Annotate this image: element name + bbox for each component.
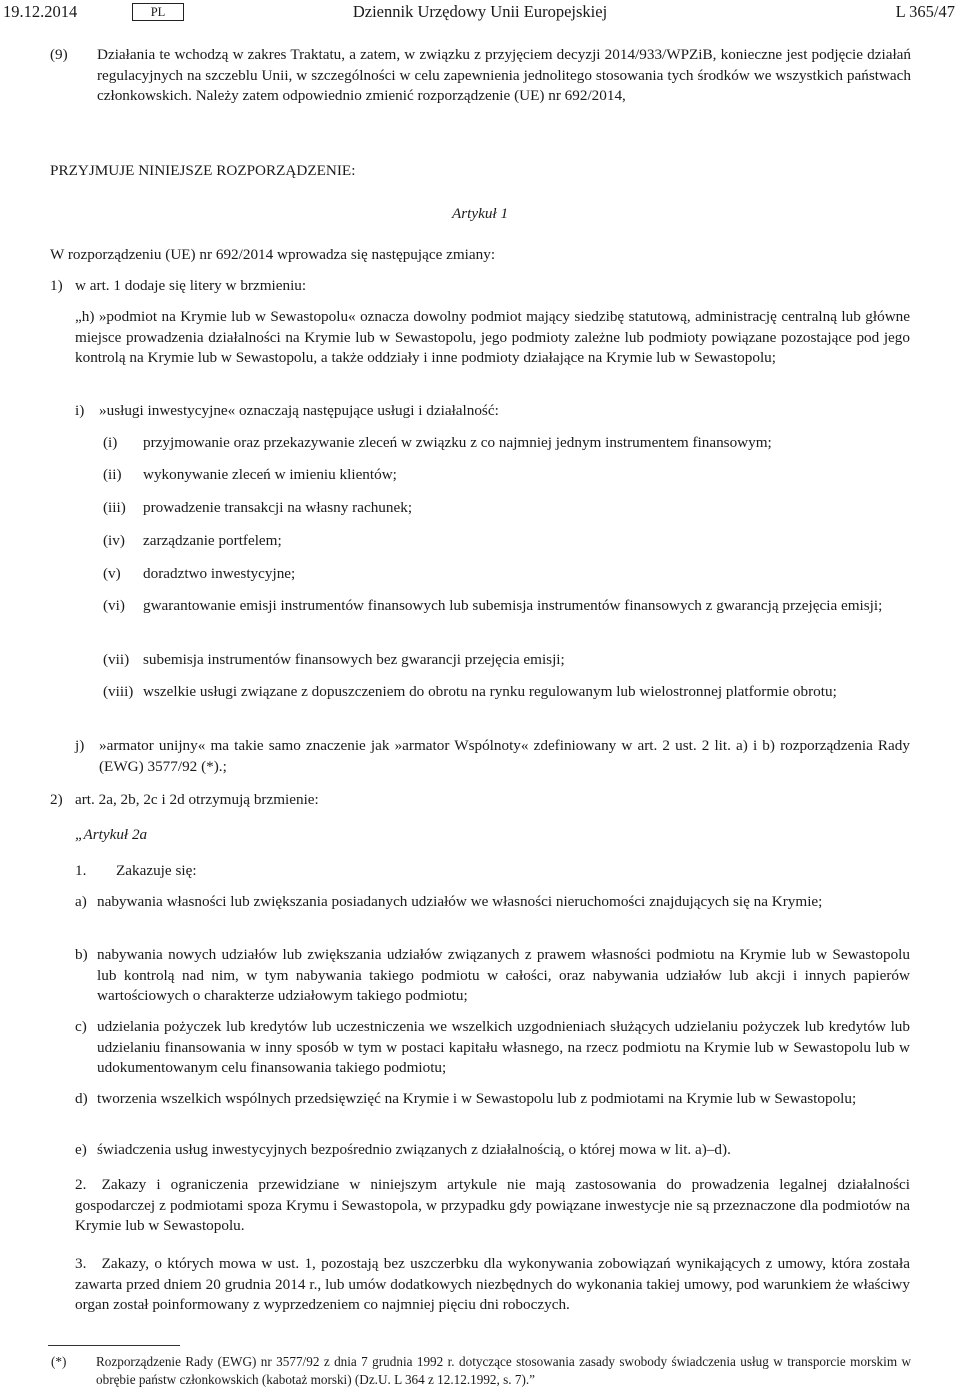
service-item: prowadzenie transakcji na własny rachunek;	[143, 499, 413, 516]
paragraph-1-number: 1.	[75, 862, 87, 879]
paragraph-2: 2. Zakazy i ograniczenia przewidziane w niniejszym artykule nie mają zastosowania do prowadzenia legalnej działalności gospodarczej z podmiotami spoza Krymu i Sewastopola, w przypadku gdy powiązane inwestycje nie są przeznaczone dla podmiotów na Krymie lub w Sewastopolu.	[75, 1176, 910, 1234]
service-number: (i)	[103, 434, 118, 451]
prohibition-item: udzielania pożyczek lub kredytów lub uczestniczenia we wszelkich uzgodnieniach służących udzielaniu pożyczek lub kredytów lub udzielaniu finansowania w inny sposób w tym w postaci kapitału własnego, na rzecz podmiotu na Krymie lub w Sewastopolu lub w udokumentowanym celu finansowania takiego podmiotu;	[97, 1018, 910, 1076]
definition-i-label: i)	[75, 402, 85, 419]
footnote-mark: (*)	[51, 1354, 67, 1369]
definition-j-text: »armator unijny« ma takie samo znaczenie jak »armator Wspólnoty« zdefiniowany w art. 2 ust. 2 lit. a) i b) rozporządzenia Rady (EWG) 3577/92 (*).;	[99, 737, 910, 775]
service-item: subemisja instrumentów finansowych bez gwarancji przejęcia emisji;	[143, 651, 565, 668]
service-number: (iii)	[103, 499, 126, 516]
paragraph-3: 3. Zakazy, o których mowa w ust. 1, pozostają bez uszczerbku dla wykonywania zobowiązań wynikających z umowy, która została zawarta przed dniem 20 grudnia 2014 r., lub umów dodatkowych niezbędnych do wykonania takiej umowy, pod warunkiem że właściwy organ został poinformowany z wyprzedzeniem co najmniej pięciu dni roboczych.	[75, 1255, 910, 1313]
prohibition-letter: c)	[75, 1018, 87, 1035]
article-1-title: Artykuł 1	[451, 205, 509, 222]
journal-title: Dziennik Urzędowy Unii Europejskiej	[352, 2, 608, 21]
definition-j-label: j)	[75, 737, 85, 754]
recital-text: Działania te wchodzą w zakres Traktatu, a zatem, w związku z przyjęciem decyzji 2014/933/WPZiB, konieczne jest podjęcie działań regulacyjnych na szczeblu Unii, w szczególności w celu zapewnienia jednolitego stosowania tych środków we wszystkich państwach członkowskich. Należy zatem odpowiednio zmienić rozporządzenie (UE) nr 692/2014,	[97, 46, 911, 104]
point-1-number: 1)	[50, 277, 63, 294]
page-header	[0, 0, 960, 26]
service-number: (vi)	[103, 597, 125, 614]
service-number: (viii)	[103, 683, 134, 700]
service-item: gwarantowanie emisji instrumentów finansowych lub subemisja instrumentów finansowych z gwarancją przejęcia emisji;	[143, 597, 883, 614]
prohibition-letter: a)	[75, 893, 87, 910]
definition-h-text: „h) »podmiot na Krymie lub w Sewastopolu« oznacza dowolny podmiot mający siedzibę statutową, administrację centralną lub główne miejsce prowadzenia działalności na Krymie lub w Sewastopolu, jego podmioty zależne lub podmioty powiązane pozostające pod jego kontrolą na Krymie lub w Sewastopolu, a także oddziały i inne podmioty działające na Krymie lub w Sewastopolu;	[75, 308, 910, 366]
prohibition-item: tworzenia wszelkich wspólnych przedsięwzięć na Krymie i w Sewastopolu lub z podmiotami na Krymie lub w Sewastopolu;	[97, 1090, 857, 1107]
service-number: (v)	[103, 565, 121, 582]
service-item: doradztwo inwestycyjne;	[143, 565, 296, 582]
definition-i-text: »usługi inwestycyjne« oznaczają następujące usługi i działalność:	[99, 402, 499, 419]
point-2-number: 2)	[50, 791, 63, 808]
paragraph-1-text: Zakazuje się:	[116, 862, 197, 879]
definition-h	[75, 307, 910, 369]
point-2-text: art. 2a, 2b, 2c i 2d otrzymują brzmienie:	[75, 791, 319, 808]
header-date: 19.12.2014	[3, 2, 78, 21]
service-item: przyjmowanie oraz przekazywanie zleceń w związku z co najmniej jednym instrumentem finansowym;	[143, 434, 772, 451]
prohibition-item: nabywania nowych udziałów lub zwiększania udziałów związanych z prawem własności podmiotu na Krymie lub w Sewastopolu lub kontrolą nad nim, w tym nabywania takiego podmiotu w całości, oraz nabywania udziałów lub akcji i innych papierów wartościowych o charakterze udziałowym takiego podmiotu;	[97, 946, 910, 1004]
adopts-heading: PRZYJMUJE NINIEJSZE ROZPORZĄDZENIE:	[50, 162, 356, 179]
amendment-intro: W rozporządzeniu (UE) nr 692/2014 wprowadza się następujące zmiany:	[50, 246, 496, 263]
footnote-text: Rozporządzenie Rady (EWG) nr 3577/92 z dnia 7 grudnia 1992 r. dotyczące stosowania zasady swobody świadczenia usług w transporcie morskim w obrębie państw członkowskich (kabotaż morski) (Dz.U. L 364 z 12.12.1992, s. 7).”	[96, 1354, 911, 1387]
page-reference: L 365/47	[895, 2, 955, 21]
recital-number: (9)	[50, 46, 68, 63]
service-number: (ii)	[103, 466, 122, 483]
prohibition-item: nabywania własności lub zwiększania posiadanych udziałów we własności nieruchomości znajdujących się na Krymie;	[97, 893, 823, 910]
service-item: zarządzanie portfelem;	[143, 532, 282, 549]
footnote-separator	[48, 1345, 180, 1346]
point-1-text: w art. 1 dodaje się litery w brzmieniu:	[75, 277, 307, 294]
prohibition-letter: e)	[75, 1141, 87, 1158]
service-item: wszelkie usługi związane z dopuszczeniem do obrotu na rynku regulowanym lub wielostronnej platformie obrotu;	[143, 683, 837, 700]
service-number: (iv)	[103, 532, 125, 549]
language-badge: PL	[132, 3, 184, 21]
article-2a-title: „Artykuł 2a	[75, 826, 148, 843]
service-item: wykonywanie zleceń w imieniu klientów;	[143, 466, 397, 483]
prohibition-letter: d)	[75, 1090, 88, 1107]
prohibition-letter: b)	[75, 946, 88, 963]
prohibition-item: świadczenia usług inwestycyjnych bezpośrednio związanych z działalnością, o której mowa w lit. a)–d).	[97, 1141, 731, 1158]
service-number: (vii)	[103, 651, 130, 668]
